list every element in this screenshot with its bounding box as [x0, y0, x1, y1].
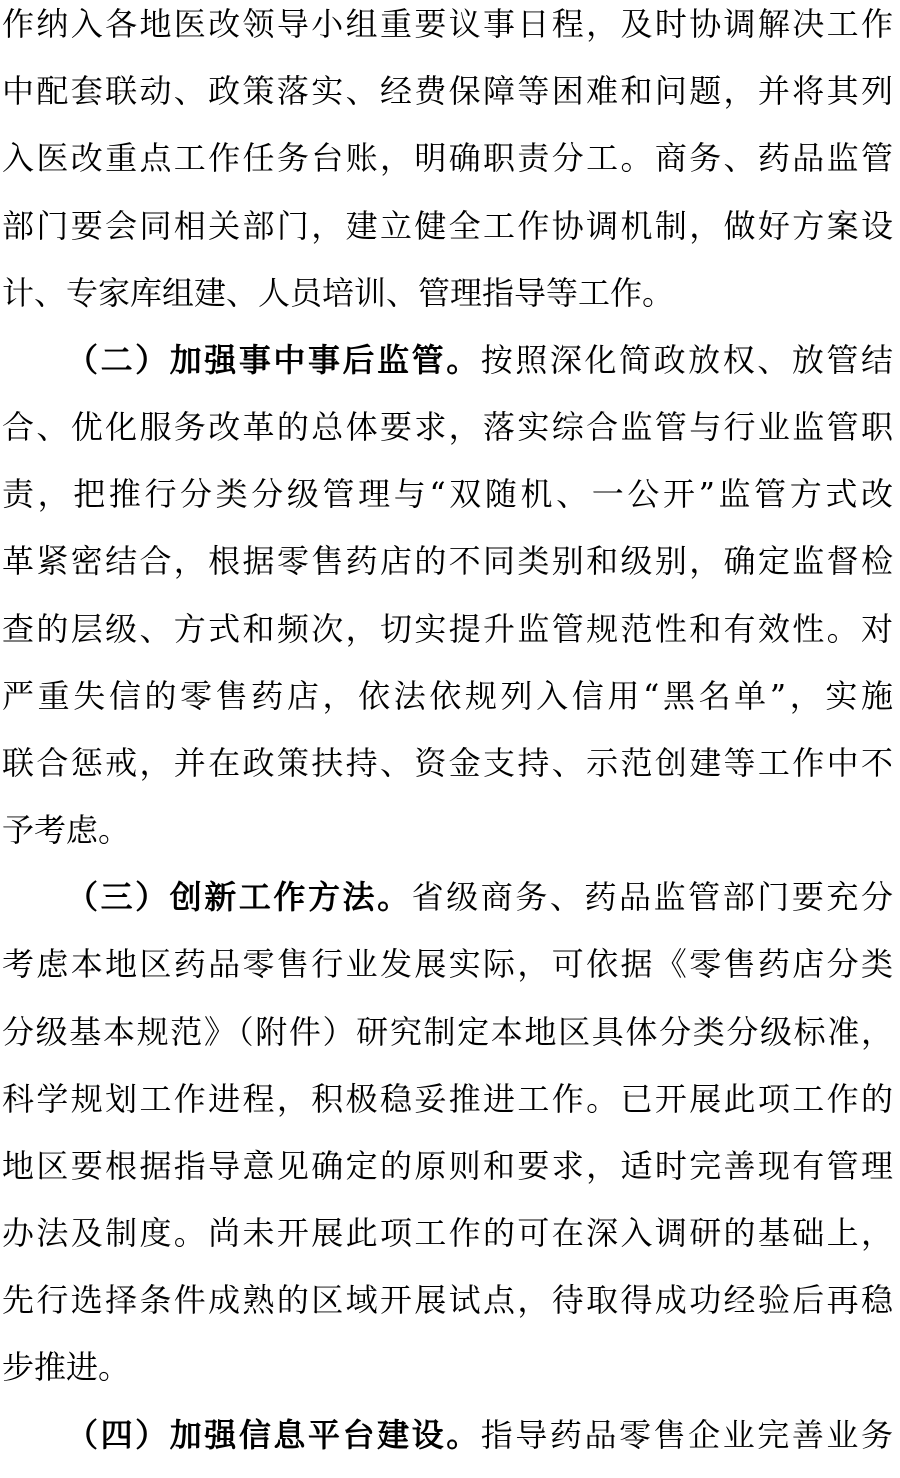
text-line: 联合惩戒，并在政策扶持、资金支持、示范创建等工作中不 — [2, 743, 893, 782]
section-3-heading: （三）创新工作方法。 — [66, 878, 412, 917]
text-line: 入医改重点工作任务台账，明确职责分工。商务、药品监管 — [2, 139, 893, 178]
text-line: 科学规划工作进程，积极稳妥推进工作。已开展此项工作的 — [2, 1079, 893, 1118]
text-line: 中配套联动、政策落实、经费保障等困难和问题，并将其列 — [2, 72, 893, 111]
text-line: 先行选择条件成熟的区域开展试点，待取得成功经验后再稳 — [2, 1281, 893, 1320]
text-line: 计、专家库组建、人员培训、管理指导等工作。 — [2, 273, 675, 312]
text-line: 考虑本地区药品零售行业发展实际，可依据《零售药店分类 — [2, 945, 893, 984]
section-2-heading: （二）加强事中事后监管。 — [66, 340, 481, 379]
text-line: 办法及制度。尚未开展此项工作的可在深入调研的基础上， — [2, 1214, 893, 1253]
section-4-lead-text: 指导药品零售企业完善业务 — [480, 1415, 893, 1454]
text-line: 责，把推行分类分级管理与“双随机、一公开”监管方式改 — [2, 475, 893, 514]
section-3-lead-text: 省级商务、药品监管部门要充分 — [411, 878, 893, 917]
text-line — [2, 1402, 893, 1469]
section-2-lead-text: 按照深化简政放权、放管结 — [480, 340, 893, 379]
text-line — [2, 327, 893, 394]
section-4-heading: （四）加强信息平台建设。 — [66, 1415, 481, 1454]
text-line — [2, 864, 893, 931]
paragraph-continuation — [2, 0, 893, 327]
text-line: 部门要会同相关部门，建立健全工作协调机制，做好方案设 — [2, 206, 893, 245]
paragraph-section-2 — [2, 327, 893, 864]
text-line: 作纳入各地医改领导小组重要议事日程，及时协调解决工作 — [2, 5, 893, 43]
text-line: 予考虑。 — [2, 811, 131, 850]
text-line: 合、优化服务改革的总体要求，落实综合监管与行业监管职 — [2, 408, 893, 447]
text-line: 严重失信的零售药店，依法依规列入信用“黑名单”，实施 — [2, 676, 893, 715]
text-line: 地区要根据指导意见确定的原则和要求，适时完善现有管理 — [2, 1146, 893, 1185]
text-line: 革紧密结合，根据零售药店的不同类别和级别，确定监督检 — [2, 542, 893, 581]
text-line: 分级基本规范》（附件）研究制定本地区具体分类分级标准， — [2, 1012, 893, 1051]
text-line: 查的层级、方式和频次，切实提升监管规范性和有效性。对 — [2, 609, 893, 648]
paragraph-section-4 — [2, 1402, 893, 1469]
text-line: 步推进。 — [2, 1348, 131, 1387]
paragraph-section-3 — [2, 864, 893, 1401]
